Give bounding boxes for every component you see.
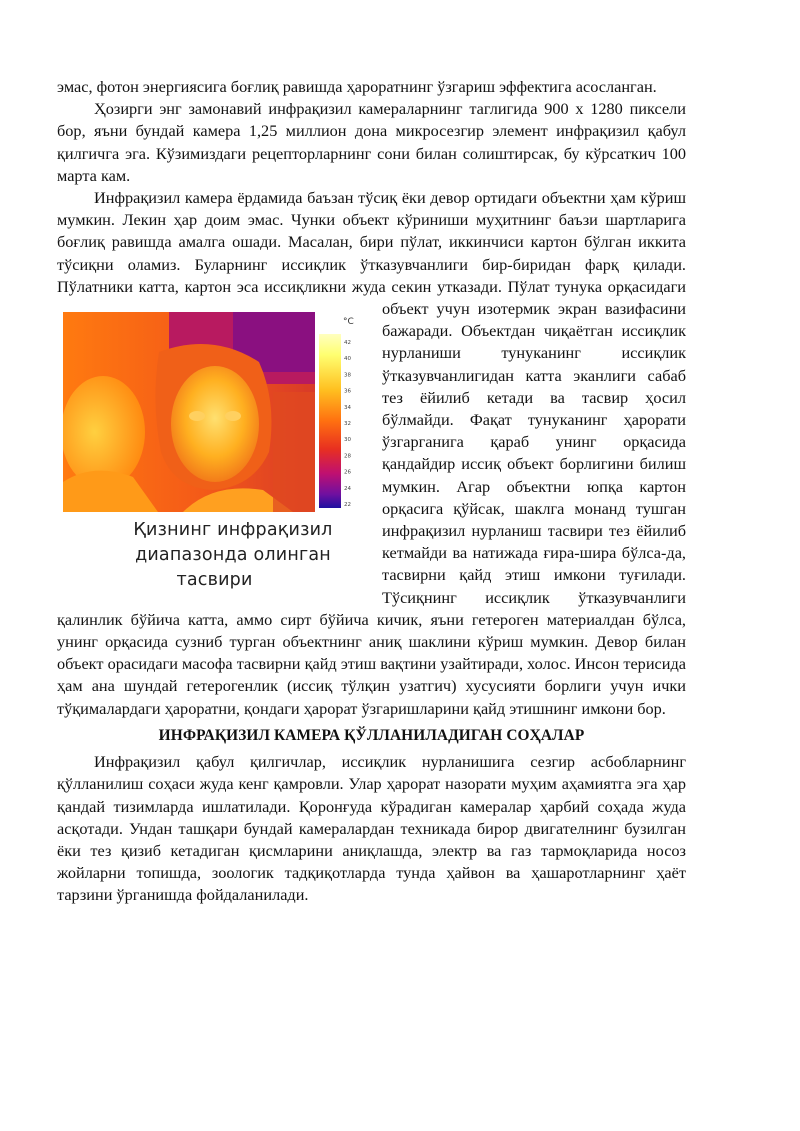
- scale-tick-label: 32: [344, 421, 351, 428]
- paragraph-continuation: эмас, фотон энергиясига боғлиқ равишда ҳароратнинг ўзгариш эффектига асосланган.: [57, 77, 657, 96]
- temperature-scale-bar: [319, 334, 341, 508]
- girl-face: [171, 366, 259, 482]
- scale-tick-label: 24: [344, 485, 351, 492]
- paragraph-obstacle-text: Инфрақизил камера ёрдамида баъзан тўсиқ ёки девор ортидаги объектни ҳам кўриш мумкин. Лекин ҳар доим эмас. Чунки объект кўриниши муҳитнинг баъзи шартларига боғлиқ равишда амалга ошади. Масалан, бири пўлат, иккинчиси картон бўлган иккита тўсиқни оламиз. Буларнинг иссиқлик ўтказувчанлиги бир-биридан фарқ қилади. Пўлатники катта, картон эса иссиқликни жуда секин утказади. Пўлат тунука орқасидаги объект учун: [57, 188, 686, 319]
- caption-line-2: диапазонда олинган тасвири: [135, 545, 331, 591]
- section-heading: ИНФРАҚИЗИЛ КАМЕРА ҚЎЛЛАНИЛАДИГАН СОҲАЛАР: [158, 726, 585, 744]
- paragraph-obstacle-text-cont: изотермик экран вазифасини бажаради. Объектдан чиқаётган иссиқлик нурланиши тунуканинг иссиқлик ўтказувчанлигидан катта эканлиги сабаб тез ёйилиб кетади ва тасвир ҳосил бўлмайди. Фақат тунуканинг ҳарорати ўзгарганига қараб унинг орқасида қандайдир иссиқ объект борлигини билиш мумкин. Агар объектни юпқа картон орқасига қўйсак, шаклга монанд тушган инфрақизил нурланиш тасвири тез ёйилиб кетмайди ва натижада ғира-шира бўлса-да, тасвирни қайд этиш имкони туғилади. Тўсиқнинг иссиқлик ўтказувчанлиги қалинлик бўйича катта, аммо сирт бўйича кичик, яъни гетероген материалдан бўлса, унинг орқасида сузниб турган объектнинг аниқ шаклини кўриш мумкин. Девор билан объект орасидаги масофа тасвирни қайд этиш вақтини узайтиради, холос. Инсон терисида ҳам ана шундай гетерогенлик (иссиқ тўлқин узатгич) хусусияти борлиги учун ички тўқималардаги ҳароратни, қондаги ҳарорат ўзгаришларини қайд этишнинг имкони бор.: [57, 299, 686, 718]
- thermal-image: [63, 312, 359, 512]
- scale-tick-label: 36: [344, 388, 351, 395]
- paragraph-applications: Инфрақизил қабул қилгичлар, иссиқлик нурланишига сезгир асбобларнинг қўлланилиш соҳаси жуда кенг қамровли. Улар ҳарорат назорати муҳим аҳамиятга эга ҳар қандай тизимларда ишлатилади. Қоронғуда кўрадиган камералар ҳарбий соҳада жуда асқотади. Ундан ташқари бундай камералардан техникада бирор двигателнинг бузилган ёки тез қизиб кетадиган қисмларини аниқлашда, электр ва газ тармоқларида носоз жойларни топишда, зоологик тадқиқотларда тунда ҳайвон ва ҳашаротларнинг ҳаёт тарзини ўрганишда фойдаланилади.: [57, 752, 686, 905]
- scale-tick-label: 22: [344, 502, 351, 509]
- paragraph-obstacle-visibility: [57, 187, 686, 720]
- paragraph-camera-pixels: Ҳозирги энг замонавий инфрақизил камераларнинг таглигида 900 x 1280 пиксели бор, яъни бундай камера 1,25 миллион дона микросезгир элемент инфрақизил қабул қилгичга эга. Кўзимиздаги рецепторларнинг сони билан солиштирсак, бу кўрсаткич 100 марта кам.: [57, 99, 686, 185]
- scale-tick-label: 34: [344, 404, 351, 411]
- thermal-figure: [63, 312, 366, 593]
- girl-right-eye: [225, 411, 241, 421]
- figure-caption: [63, 518, 366, 593]
- scale-tick-label: 42: [344, 340, 351, 347]
- scale-tick-label: 26: [344, 469, 351, 476]
- caption-line-1: Қизнинг инфрақизил: [133, 520, 333, 541]
- scale-tick-label: 40: [344, 356, 351, 363]
- scale-tick-label: 28: [344, 453, 351, 460]
- document-page: [57, 76, 686, 907]
- scale-tick-label: 38: [344, 372, 351, 379]
- scale-unit-label: °C: [343, 317, 354, 328]
- scale-tick-label: 30: [344, 437, 351, 444]
- right-background: [273, 392, 315, 512]
- girl-left-eye: [189, 411, 205, 421]
